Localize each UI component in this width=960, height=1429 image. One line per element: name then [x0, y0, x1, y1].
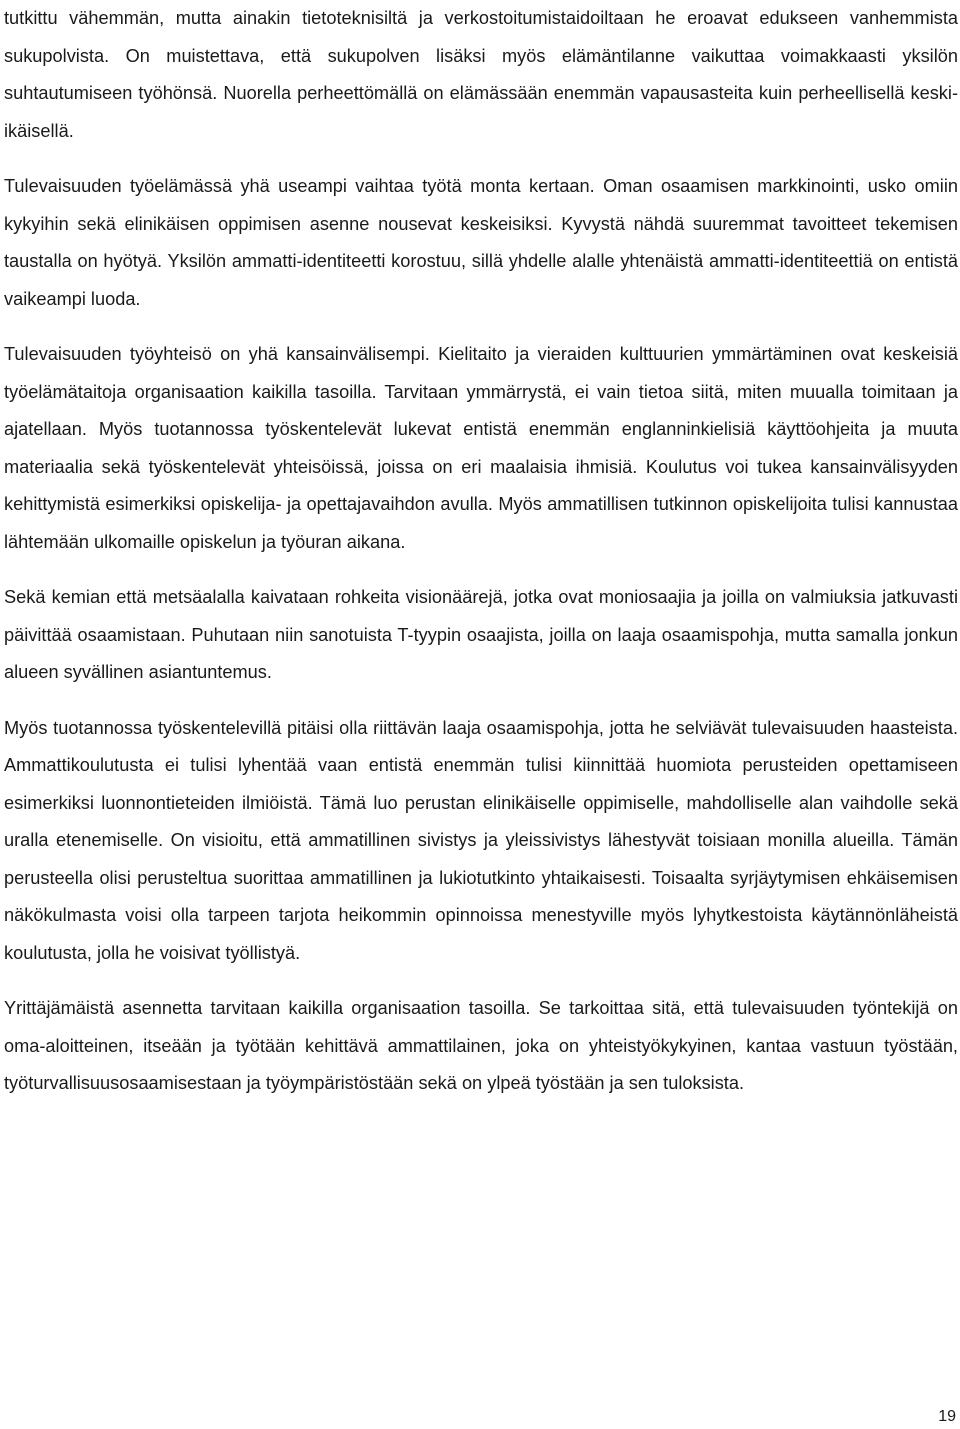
page-number: 19 [938, 1408, 956, 1425]
paragraph-international-work-community: Tulevaisuuden työyhteisö on yhä kansainvälisempi. Kielitaito ja vieraiden kulttuurien ymmärtäminen ovat keskeisiä työelämätaitoja organisaation kaikilla tasoilla. Tarvitaan ymmärrystä, ei vain tietoa siitä, miten muualla toimitaan ja ajatellaan. Myös tuotannossa työskentelevät lukevat entistä enemmän englanninkielisiä käyttöohjeita ja muuta materiaalia sekä työskentelevät yhteisöissä, joissa on eri maalaisia ihmisiä. Koulutus voi tukea kansainvälisyyden kehittymistä esimerkiksi opiskelija- ja opettajavaihdon avulla. Myös ammatillisen tutkinnon opiskelijoita tulisi kannustaa lähtemään ulkomaille opiskelun ja työuran aikana. [4, 344, 958, 552]
paragraph-vocational-education: Myös tuotannossa työskentelevillä pitäisi olla riittävän laaja osaamispohja, jotta he selviävät tulevaisuuden haasteista. Ammattikoulutusta ei tulisi lyhentää vaan entistä enemmän tulisi kiinnittää huomiota perusteiden opettamiseen esimerkiksi luonnontieteiden ilmiöistä. Tämä luo perustan elinikäiselle oppimiselle, mahdolliselle alan vaihdolle sekä uralla etenemiselle. On visioitu, että ammatillinen sivistys ja yleissivistys lähestyvät toisiaan monilla alueilla. Tämän perusteella olisi perusteltua suorittaa ammatillinen ja lukiotutkinto yhtaikaisesti. Toisaalta syrjäytymisen ehkäisemisen näkökulmasta voisi olla tarpeen tarjota heikommin opinnoissa menestyville myös lyhytkestoista käytännönläheistä koulutusta, jolla he voisivat työllistyä. [4, 717, 958, 963]
paragraph-t-shaped-experts: Sekä kemian että metsäalalla kaivataan rohkeita visionäärejä, jotka ovat moniosaajia ja joilla on valmiuksia jatkuvasti päivittää osaamistaan. Puhutaan niin sanotuista T-tyypin osaajista, joilla on laaja osaamispohja, mutta samalla jonkun alueen syvällinen asiantuntemus. [4, 587, 958, 682]
paragraph-entrepreneurial-attitude: Yrittäjämäistä asennetta tarvitaan kaikilla organisaation tasoilla. Se tarkoittaa sitä, että tulevaisuuden työntekijä on oma-aloitteinen, itseään ja työtään kehittävä ammattilainen, joka on yhteistyökykyinen, kantaa vastuun työstään, työturvallisuusosaamisestaan ja työympäristöstään sekä on ylpeä työstään ja sen tuloksista. [4, 998, 958, 1093]
paragraph-generational-differences: tutkittu vähemmän, mutta ainakin tietoteknisiltä ja verkostoitumistaidoiltaan he eroavat edukseen vanhemmista sukupolvista. On muistettava, että sukupolven lisäksi myös elämäntilanne vaikuttaa voimakkaasti yksilön suhtautumiseen työhönsä. Nuorella perheettömällä on elämässään enemmän vapausasteita kuin perheellisellä keski-ikäisellä. [4, 8, 958, 141]
document-page [4, 0, 958, 1103]
paragraph-future-working-life: Tulevaisuuden työelämässä yhä useampi vaihtaa työtä monta kertaan. Oman osaamisen markkinointi, usko omiin kykyihin sekä elinikäisen oppimisen asenne nousevat keskeisiksi. Kyvystä nähdä suuremmat tavoitteet tekemisen taustalla on hyötyä. Yksilön ammatti-identiteetti korostuu, sillä yhdelle alalle yhtenäistä ammatti-identiteettiä on entistä vaikeampi luoda. [4, 176, 958, 309]
